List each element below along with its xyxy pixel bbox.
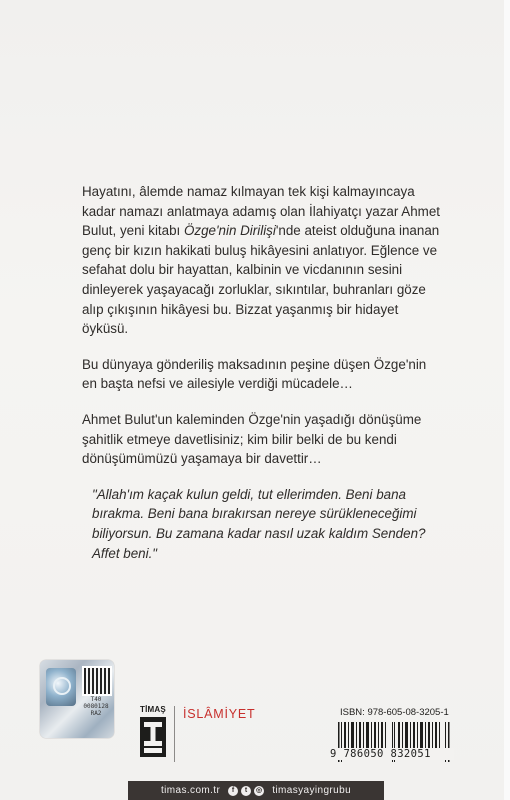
category-label: İSLÂMİYET [183, 707, 256, 721]
security-sticker [40, 660, 114, 738]
divider [174, 706, 175, 762]
publisher-logo [138, 705, 168, 765]
qr-code-icon [82, 666, 112, 696]
publisher-logo-icon [140, 717, 166, 757]
blurb-paragraph-3: Ahmet Bulut'un kaleminden Özge'nin yaşadığı dönüşüme şahitlik etmeye davetlisiniz; kim bilir belki de bu kendi dönüşümümüzü yaşamaya bir davettir… [82, 411, 422, 467]
blurb-p1-start: Hayatını, âlemde namaz kılmayan tek kişi kalmayıncaya kadar namazı anlatmaya adamış olan İlahiyatçı yazar Ahmet Bulut, yeni kitabı [82, 184, 441, 239]
sticker-code-line: RA2 [90, 710, 102, 717]
instagram-icon[interactable]: ◎ [255, 786, 263, 794]
blurb-p1-end: 'nde ateist olduğuna inanan genç bir kızın hakikati buluş hikâyesini anlatıyor. Eğlence ve sefahat dolu bir hayattan, kalbinin ve vicdanının sesini dinleyerek yaşayacağı zorluklar, sıkıntılar, buhranları göze alıp çıkışının hikâyesi bu. Bizzat yaşanmış bir hidayet öyküsü. [82, 223, 440, 337]
hologram-icon [46, 668, 76, 706]
social-handle[interactable]: timasyayingrubu [272, 785, 352, 796]
blurb-text [82, 182, 442, 579]
sticker-code-line: T40 [90, 696, 102, 703]
website-link[interactable]: timas.com.tr [160, 785, 221, 796]
footer-bar [128, 781, 384, 800]
blurb-paragraph-1 [82, 182, 442, 339]
facebook-icon[interactable]: f [228, 786, 238, 796]
barcode-number: 9 786050 832051 [330, 748, 454, 760]
blurb-paragraph-2: Bu dünyaya gönderiliş maksadının peşine düşen Özge'nin en başta nefsi ve ailesiyle verdiği mücadele… [82, 356, 427, 392]
book-title-mention: Özge'nin Dirilişi [183, 223, 276, 239]
sticker-code [80, 696, 112, 717]
sticker-code-line: 0080128 [83, 703, 109, 710]
twitter-icon[interactable]: t [241, 786, 251, 796]
publisher-logo-text: TİMAŞ [140, 705, 166, 714]
isbn-label: ISBN: 978-605-08-3205-1 [340, 707, 449, 718]
social-icons [228, 786, 264, 796]
blurb-quote: "Allah'ım kaçak kulun geldi, tut ellerimden. Beni bana bırakma. Beni bana bırakırsan nereye sürükleneceğimi biliyorsun. Bu zamana kadar nasıl uzak kaldım Senden? Affet beni." [92, 486, 426, 561]
